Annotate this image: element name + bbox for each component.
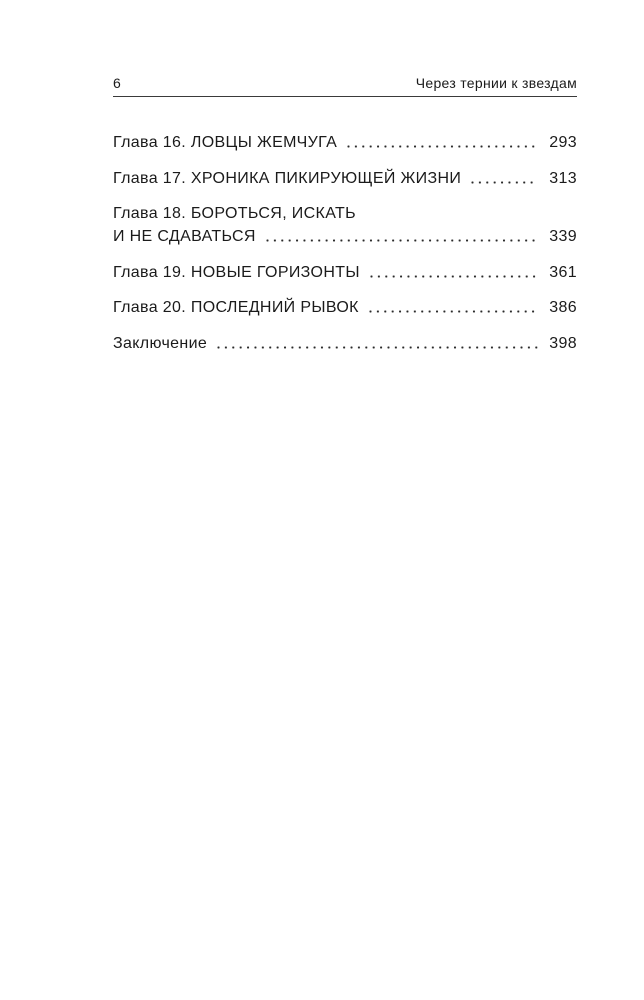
toc-entry-row xyxy=(113,167,577,190)
toc-entry-conclusion xyxy=(113,332,577,355)
toc-page-number: 386 xyxy=(549,299,577,316)
toc-entry-chapter-20 xyxy=(113,296,577,319)
dot-leader xyxy=(266,239,538,242)
toc-entry-chapter-16 xyxy=(113,131,577,154)
table-of-contents xyxy=(113,131,577,367)
dot-leader xyxy=(471,181,538,184)
toc-entry-title: Глава 16. ЛОВЦЫ ЖЕМЧУГА xyxy=(113,134,338,151)
toc-entry-title: Заключение xyxy=(113,334,208,352)
toc-entry-row-first xyxy=(113,202,577,225)
dot-leader xyxy=(370,275,538,278)
toc-page-number: 293 xyxy=(549,134,577,151)
toc-entry-title: Глава 19. НОВЫЕ ГОРИЗОНТЫ xyxy=(113,263,360,281)
toc-entry-row xyxy=(113,261,577,284)
page-number: 6 xyxy=(113,75,121,91)
toc-entry-row xyxy=(113,296,577,319)
toc-page-number: 313 xyxy=(549,169,577,187)
toc-entry-row xyxy=(113,332,577,355)
toc-entry-title: Глава 20. ПОСЛЕДНИЙ РЫВОК xyxy=(113,299,359,316)
toc-entry-row xyxy=(113,225,577,248)
toc-entry-title: Глава 17. ХРОНИКА ПИКИРУЮЩЕЙ ЖИЗНИ xyxy=(113,169,462,187)
toc-page-number: 361 xyxy=(549,263,577,281)
toc-entry-title: Глава 18. БОРОТЬСЯ, ИСКАТЬ xyxy=(113,205,356,222)
dot-leader xyxy=(369,310,538,313)
toc-entry-chapter-18 xyxy=(113,202,577,248)
page-header xyxy=(113,74,577,92)
running-title: Через тернии к звездам xyxy=(415,75,577,91)
header-rule xyxy=(113,96,577,97)
dot-leader xyxy=(347,145,538,148)
toc-entry-title-continued: И НЕ СДАВАТЬСЯ xyxy=(113,228,256,245)
dot-leader xyxy=(217,346,538,349)
toc-page-number: 339 xyxy=(549,228,577,245)
toc-page-number: 398 xyxy=(549,334,577,352)
toc-entry-chapter-19 xyxy=(113,261,577,284)
toc-entry-chapter-17 xyxy=(113,167,577,190)
toc-entry-row xyxy=(113,131,577,154)
